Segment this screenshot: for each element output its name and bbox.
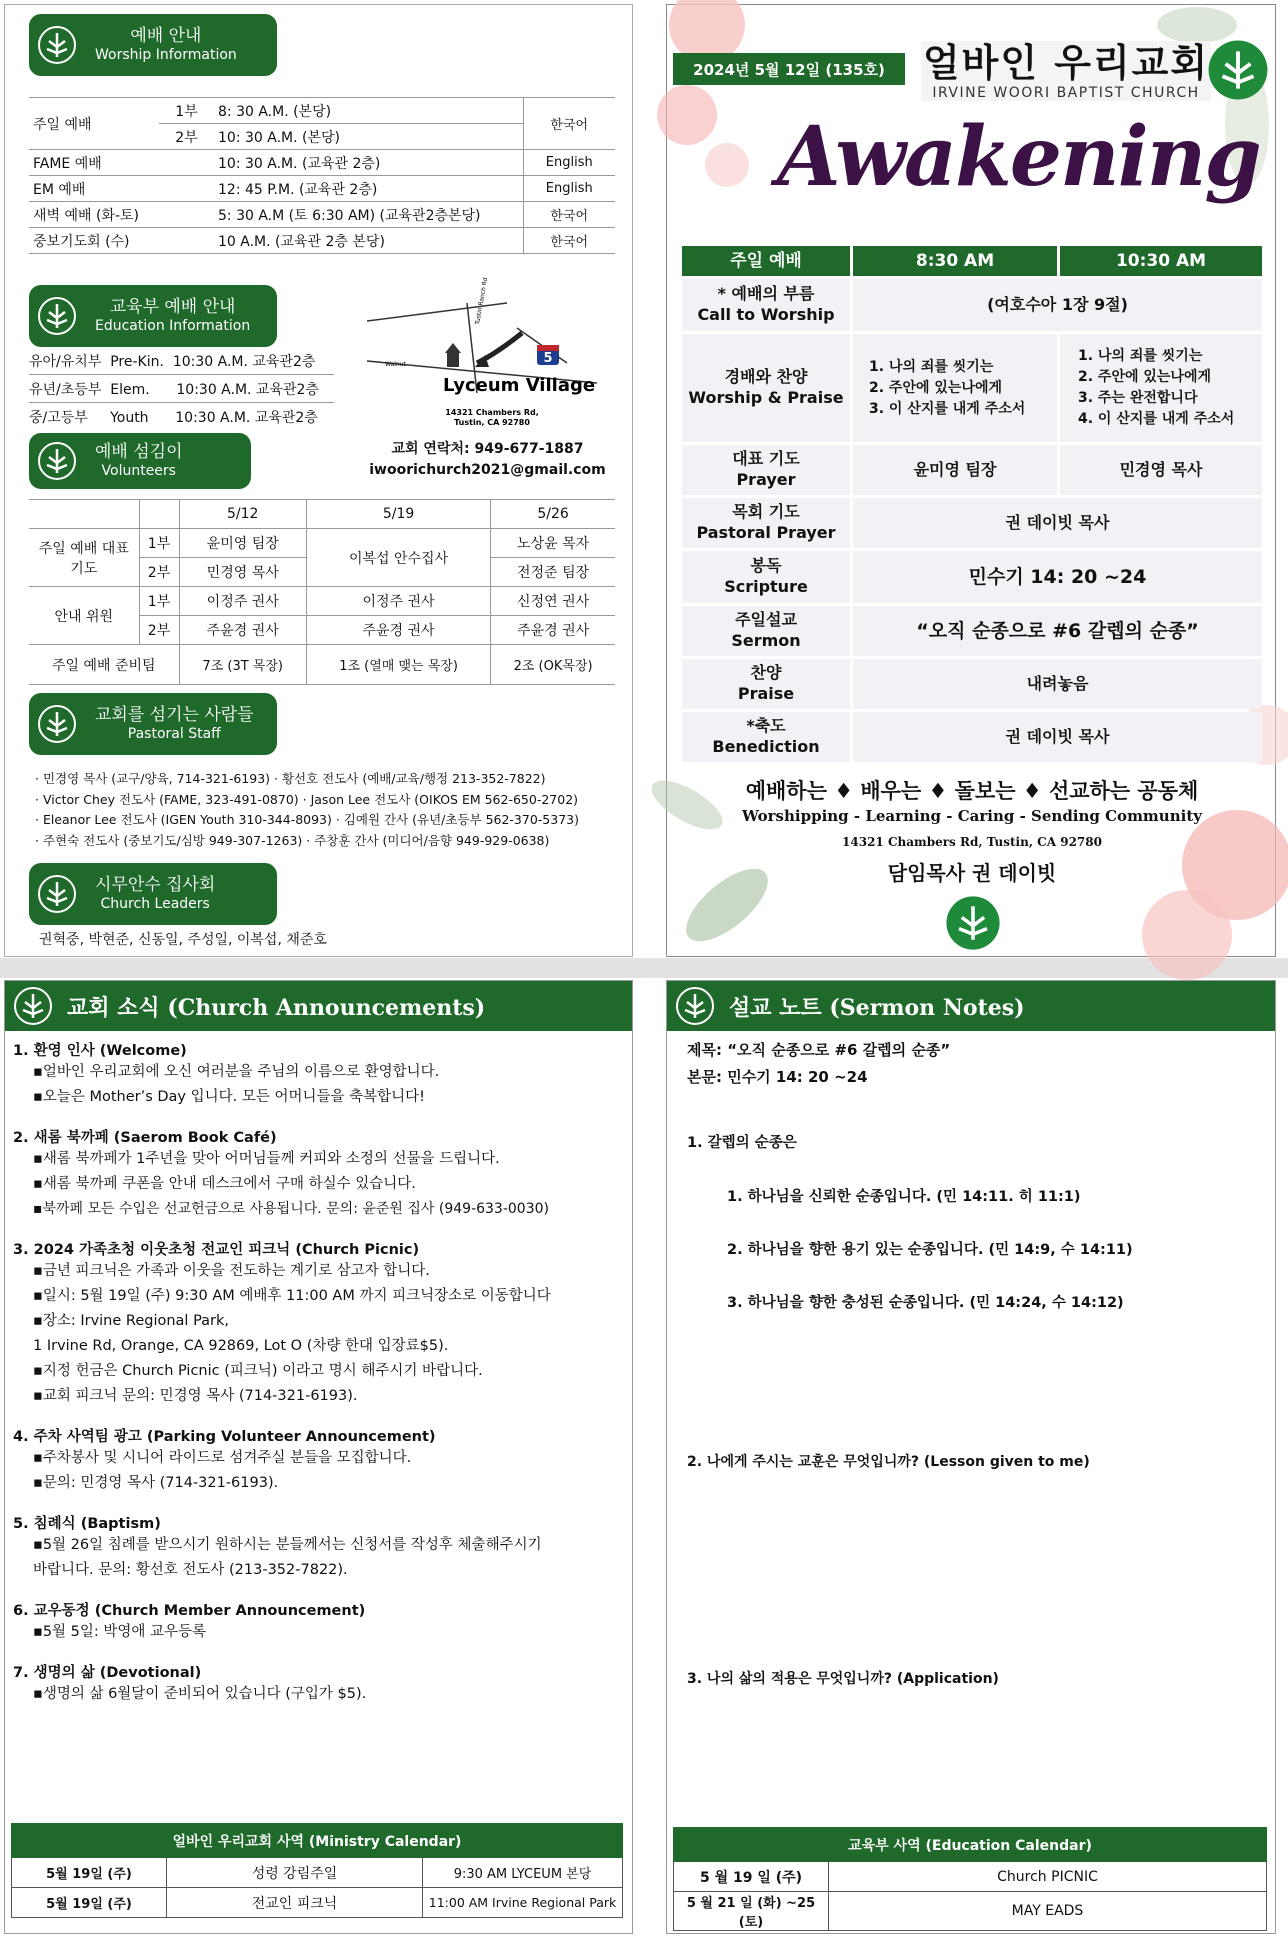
table-row: [682, 279, 1262, 331]
service-time: 10: 30 A.M. (교육관 2층): [214, 150, 523, 176]
divider: [29, 374, 334, 375]
church-tree-logo-icon: [37, 704, 77, 744]
church-tree-logo-icon: [37, 25, 77, 65]
announcement-heading: 6. 교우동정 (Church Member Announcement): [13, 1603, 366, 1619]
divider: [29, 402, 334, 403]
note-subpoint: 3. 하나님을 향한 충성된 순종입니다. (민 14:24, 수 14:12): [727, 1295, 1124, 1311]
volunteer-cell: 민경영 목사: [179, 558, 306, 587]
list-item: ▪얼바인 우리교회에 오신 여러분을 주님의 이름으로 환영합니다.: [33, 1064, 440, 1080]
table-row: [29, 587, 615, 616]
order-label: 목회 기도 Pastoral Prayer: [682, 498, 850, 548]
volunteer-cell: 전정준 팀장: [491, 558, 615, 587]
church-tree-logo-icon: [1207, 39, 1269, 101]
church-tree-logo-icon: [945, 895, 1001, 951]
slogan-ko: 예배하는 ♦ 배우는 ♦ 돌보는 ♦ 선교하는 공동체: [745, 779, 1199, 803]
sermon-text: 본문: 민수기 14: 20 ~24: [687, 1068, 868, 1086]
column-header: 8:30 AM: [853, 246, 1057, 276]
table-row: [682, 659, 1262, 709]
order-label: 봉독 Scripture: [682, 551, 850, 603]
sermon-notes-header: [667, 981, 1275, 1031]
service-name: EM 예배: [29, 176, 214, 202]
table-row: [682, 334, 1262, 442]
list-item: · 주현숙 전도사 (중보기도/심방 949-307-1263) · 주창훈 간사 (미디어/음향 949-929-0638): [35, 832, 550, 848]
table-row: [682, 551, 1262, 603]
slogan-en: Worshipping - Learning - Caring - Sending Community: [742, 807, 1202, 825]
table-row: [29, 150, 615, 176]
order-value: 내려놓음: [853, 659, 1262, 709]
order-value: 윤미영 팀장: [853, 445, 1057, 495]
theme-title: Awakening: [777, 109, 1260, 205]
header-title-ko: 교육부 예배 안내: [109, 297, 236, 318]
church-icon: [447, 353, 459, 367]
volunteer-cell: 1조 (열매 맺는 목장): [306, 645, 490, 685]
volunteer-cell: 신정연 권사: [491, 587, 615, 616]
table-row: [12, 1888, 623, 1918]
volunteer-cell: 주윤경 권사: [491, 616, 615, 645]
sermon-notes-page: [666, 980, 1276, 1934]
announcement-heading: 4. 주차 사역팀 광고 (Parking Volunteer Announcement): [13, 1429, 436, 1445]
edu-row: 유아/유치부 Pre-Kin. 10:30 A.M. 교육관2층: [29, 354, 316, 370]
note-subpoint: 1. 하나님을 신뢰한 순종입니다. (민 14:11. 히 11:1): [727, 1189, 1081, 1205]
worship-info-page: [4, 4, 633, 957]
service-lang: English: [523, 176, 615, 202]
date-header: 5/26: [491, 500, 615, 529]
announcement-heading: 2. 새롬 북까페 (Saerom Book Café): [13, 1130, 277, 1146]
table-row: [29, 645, 615, 685]
senior-pastor: 담임목사 권 데이빗: [887, 861, 1057, 885]
table-row: [682, 246, 1262, 276]
volunteer-cell: 윤미영 팀장: [179, 529, 306, 558]
service-part: 1부: [159, 98, 214, 124]
issue-date: 2024년 5월 12일 (135호): [673, 53, 905, 85]
table-row: [29, 529, 615, 558]
page-gap: [0, 958, 1288, 978]
order-label: 찬양 Praise: [682, 659, 850, 709]
announcement-heading: 1. 환영 인사 (Welcome): [13, 1043, 187, 1059]
note-subpoint: 2. 하나님을 향한 용기 있는 순종입니다. (민 14:9, 수 14:11): [727, 1242, 1133, 1258]
order-of-worship-table: [679, 243, 1265, 765]
list-item: ▪지정 헌금은 Church Picnic (피크닉) 이라고 명시 해주시기 바랍니다.: [33, 1363, 483, 1379]
service-time: 5: 30 A.M (토 6:30 AM) (교육관2층본당): [214, 202, 523, 228]
table-row: [29, 98, 615, 124]
table-row: [674, 1828, 1267, 1862]
table-row: [12, 1858, 623, 1888]
calendar-event: Church PICNIC: [829, 1862, 1267, 1892]
church-name-en: IRVINE WOORI BAPTIST CHURCH: [932, 85, 1200, 101]
service-name: 주일 예배: [29, 98, 159, 150]
order-label: 대표 기도 Prayer: [682, 445, 850, 495]
education-header: [29, 285, 277, 347]
row-label: 안내 위원: [29, 587, 139, 645]
announcement-heading: 7. 생명의 삶 (Devotional): [13, 1665, 202, 1681]
list-item: 1 Irvine Rd, Orange, CA 92869, Lot O (차량 한대 입장료$5).: [33, 1338, 449, 1354]
order-label: * 예배의 부름 Call to Worship: [682, 279, 850, 331]
order-value: 권 데이빗 목사: [853, 712, 1262, 762]
volunteer-cell: 이정주 권사: [179, 587, 306, 616]
order-value: 민경영 목사: [1060, 445, 1262, 495]
church-address: 14321 Chambers Rd, Tustin, CA 92780: [842, 835, 1102, 849]
header-title-en: Church Leaders: [100, 895, 210, 912]
calendar-date: 5월 19일 (주): [12, 1888, 167, 1918]
church-name: [921, 41, 1211, 101]
service-name: FAME 예배: [29, 150, 214, 176]
volunteer-cell: 2조 (OK목장): [491, 645, 615, 685]
service-lang: 한국어: [523, 228, 615, 254]
list-item: ▪문의: 민경영 목사 (714-321-6193).: [33, 1475, 279, 1491]
row-label: 주일 예배 준비팀: [29, 645, 179, 685]
order-value: 민수기 14: 20 ~24: [853, 551, 1262, 603]
education-calendar-table: [673, 1827, 1267, 1931]
worship-info-header: [29, 14, 277, 76]
order-value: 권 데이빗 목사: [853, 498, 1262, 548]
table-row: [682, 498, 1262, 548]
table-row: [674, 1862, 1267, 1892]
contact-phone: 교회 연락처: 949-677-1887: [391, 441, 584, 457]
header-title-en: Worship Information: [95, 46, 237, 63]
map-address: Tustin, CA 92780: [454, 418, 530, 427]
volunteer-cell: 이복섭 안수집사: [306, 529, 490, 587]
table-row: [29, 202, 615, 228]
order-label: 경배와 찬양 Worship & Praise: [682, 334, 850, 442]
service-part: 2부: [139, 558, 179, 587]
list-item: ▪금년 피크닉은 가족과 이웃을 전도하는 계기로 삼고자 합니다.: [33, 1263, 430, 1279]
church-tree-logo-icon: [13, 986, 53, 1026]
volunteers-header: [29, 433, 251, 489]
list-item: ▪5월 26일 침례를 받으시기 원하시는 분들께서는 신청서를 작성후 체출해주시기: [33, 1537, 542, 1553]
announcement-heading: 5. 침례식 (Baptism): [13, 1516, 161, 1532]
service-time: 8: 30 A.M. (본당): [214, 98, 523, 124]
service-part: 1부: [139, 529, 179, 558]
worship-schedule-table: [29, 97, 615, 254]
service-time: 10: 30 A.M. (본당): [214, 124, 523, 150]
announcements-page: [4, 980, 633, 1934]
table-row: [29, 228, 615, 254]
list-item: ▪5월 5일: 박영애 교우등록: [33, 1624, 207, 1640]
list-item: ▪교회 피크닉 문의: 민경영 목사 (714-321-6193).: [33, 1388, 358, 1404]
date-header: 5/19: [306, 500, 490, 529]
header-title-ko: 예배 안내: [130, 26, 202, 47]
volunteer-cell: 주윤경 권사: [306, 616, 490, 645]
table-row: [682, 712, 1262, 762]
note-point: 1. 갈렙의 순종은: [687, 1135, 797, 1151]
table-row: [682, 606, 1262, 656]
map-address: 14321 Chambers Rd,: [445, 408, 539, 417]
section-title: 교회 소식 (Church Announcements): [67, 994, 486, 1021]
ministry-calendar-table: [11, 1823, 623, 1918]
service-time: 12: 45 P.M. (교육관 2층): [214, 176, 523, 202]
list-item: · 민경영 목사 (교구/양육, 714-321-6193) · 황선호 전도사 (예배/교육/행정 213-352-7822): [35, 771, 546, 786]
row-label: 주일 예배 대표 기도: [29, 529, 139, 587]
order-value: “오직 순종으로 #6 갈렙의 순종”: [853, 606, 1262, 656]
order-value: (여호수아 1장 9절): [853, 279, 1262, 331]
list-item: ▪장소: Irvine Regional Park,: [33, 1313, 230, 1329]
church-tree-logo-icon: [37, 874, 77, 914]
calendar-date: 5 월 19 일 (주): [674, 1862, 829, 1892]
announcement-heading: 3. 2024 가족초청 이웃초청 전교인 피크닉 (Church Picnic): [13, 1242, 420, 1258]
table-row: [29, 176, 615, 202]
road-label: Tustin Ranch Rd: [474, 276, 490, 326]
edu-row: 중/고등부 Youth 10:30 A.M. 교육관2층: [29, 410, 318, 426]
calendar-title: 교육부 사역 (Education Calendar): [674, 1828, 1267, 1862]
note-point: 3. 나의 삶의 적용은 무엇입니까? (Application): [687, 1671, 999, 1687]
header-title-en: Pastoral Staff: [127, 725, 221, 742]
location-map: [367, 276, 607, 433]
service-lang: 한국어: [523, 202, 615, 228]
table-row: [12, 1824, 623, 1858]
list-item: ▪오늘은 Mother’s Day 입니다. 모든 어머니들을 축복합니다!: [33, 1089, 425, 1105]
edu-row: 유년/초등부 Elem. 10:30 A.M. 교육관2층: [29, 382, 319, 398]
list-item: ▪생명의 삶 6월달이 준비되어 있습니다 (구입가 $5).: [33, 1686, 367, 1702]
calendar-event: 전교인 피크닉: [167, 1888, 423, 1918]
header-title-ko: 예배 섬김이: [95, 442, 183, 463]
leaders-names: 권혁중, 박현준, 신동일, 주성일, 이복섭, 채준호: [39, 932, 327, 948]
church-tree-logo-icon: [675, 986, 715, 1026]
list-item: 바랍니다. 문의: 황선호 전도사 (213-352-7822).: [33, 1562, 348, 1578]
contact-email[interactable]: iwoorichurch2021@gmail.com: [369, 462, 606, 478]
staff-header: [29, 693, 277, 755]
list-item: · Victor Chey 전도사 (FAME, 323-491-0870) · Jason Lee 전도사 (OIKOS EM 562-650-2702): [35, 791, 579, 807]
header-title-ko: 시무안수 집사회: [95, 875, 216, 896]
volunteer-cell: 7조 (3T 목장): [179, 645, 306, 685]
volunteer-cell: 이정주 권사: [306, 587, 490, 616]
order-value: 1. 나의 죄를 씻기는 2. 주안에 있는나에게 3. 주는 완전합니다 4. 이 산지를 내게 주소서: [1060, 334, 1262, 442]
date-header: 5/12: [179, 500, 306, 529]
volunteer-cell: 노상윤 목자: [491, 529, 615, 558]
note-point: 2. 나에게 주시는 교훈은 무엇입니까? (Lesson given to me): [687, 1454, 1090, 1470]
service-part: 2부: [139, 616, 179, 645]
church-tree-logo-icon: [37, 441, 77, 481]
service-part: 1부: [139, 587, 179, 616]
order-label: 주일설교 Sermon: [682, 606, 850, 656]
sermon-topic: 제목: “오직 순종으로 #6 갈렙의 순종”: [687, 1041, 951, 1059]
header-title-en: Education Information: [95, 317, 251, 334]
volunteer-cell: 주윤경 권사: [179, 616, 306, 645]
section-title: 설교 노트 (Sermon Notes): [729, 994, 1025, 1021]
map-place-label: Lyceum Village: [443, 375, 596, 396]
list-item: ▪북까페 모든 수입은 선교헌금으로 사용됩니다. 문의: 윤준원 집사 (949-633-0030): [33, 1201, 549, 1217]
service-time: 10 A.M. (교육관 2층 본당): [214, 228, 523, 254]
freeway-number: 5: [543, 351, 553, 366]
church-name-ko: 얼바인 우리교회: [922, 41, 1210, 85]
service-lang: 한국어: [523, 98, 615, 150]
header-title-ko: 교회를 섬기는 사람들: [95, 705, 254, 726]
column-header: 10:30 AM: [1060, 246, 1262, 276]
calendar-title: 얼바인 우리교회 사역 (Ministry Calendar): [12, 1824, 623, 1858]
service-part: 2부: [159, 124, 214, 150]
list-item: ▪새롬 북까페 쿠폰을 안내 데스크에서 구매 하실수 있습니다.: [33, 1176, 416, 1192]
list-item: · Eleanor Lee 전도사 (IGEN Youth 310-344-8093) · 김예원 간사 (유년/초등부 562-370-5373): [35, 812, 579, 827]
calendar-event: 성령 강림주일: [167, 1858, 423, 1888]
order-value: 1. 나의 죄를 씻기는 2. 주안에 있는나에게 3. 이 산지를 내게 주소서: [853, 334, 1057, 442]
table-row: [682, 445, 1262, 495]
church-tree-logo-icon: [37, 296, 77, 336]
leaders-header: [29, 863, 277, 925]
column-header: 주일 예배: [682, 246, 850, 276]
announcements-header: [5, 981, 632, 1031]
service-name: 중보기도회 (수): [29, 228, 214, 254]
list-item: ▪새롬 북까페가 1주년을 맞아 어머님들께 커피와 소정의 선물을 드립니다.: [33, 1151, 500, 1167]
calendar-date: 5 월 21 일 (화) ~25 (토): [674, 1892, 829, 1931]
volunteers-table: [29, 499, 615, 685]
calendar-date: 5월 19일 (주): [12, 1858, 167, 1888]
staff-list: [35, 769, 579, 851]
road-label: Walnut: [385, 361, 406, 368]
calendar-detail: 11:00 AM Irvine Regional Park: [423, 1888, 623, 1918]
list-item: ▪주차봉사 및 시니어 라이드로 섬겨주실 분들을 모집합니다.: [33, 1450, 412, 1466]
bulletin-cover: [666, 4, 1276, 957]
calendar-detail: 9:30 AM LYCEUM 본당: [423, 1858, 623, 1888]
table-row: [29, 500, 615, 529]
table-row: [674, 1892, 1267, 1931]
calendar-event: MAY EADS: [829, 1892, 1267, 1931]
service-name: 새벽 예배 (화-토): [29, 202, 214, 228]
announcement-list: [13, 1039, 625, 1707]
list-item: ▪일시: 5월 19일 (주) 9:30 AM 예배후 11:00 AM 까지 피크닉장소로 이동합니다: [33, 1288, 551, 1304]
service-lang: English: [523, 150, 615, 176]
header-title-en: Volunteers: [101, 462, 176, 479]
order-label: *축도 Benediction: [682, 712, 850, 762]
